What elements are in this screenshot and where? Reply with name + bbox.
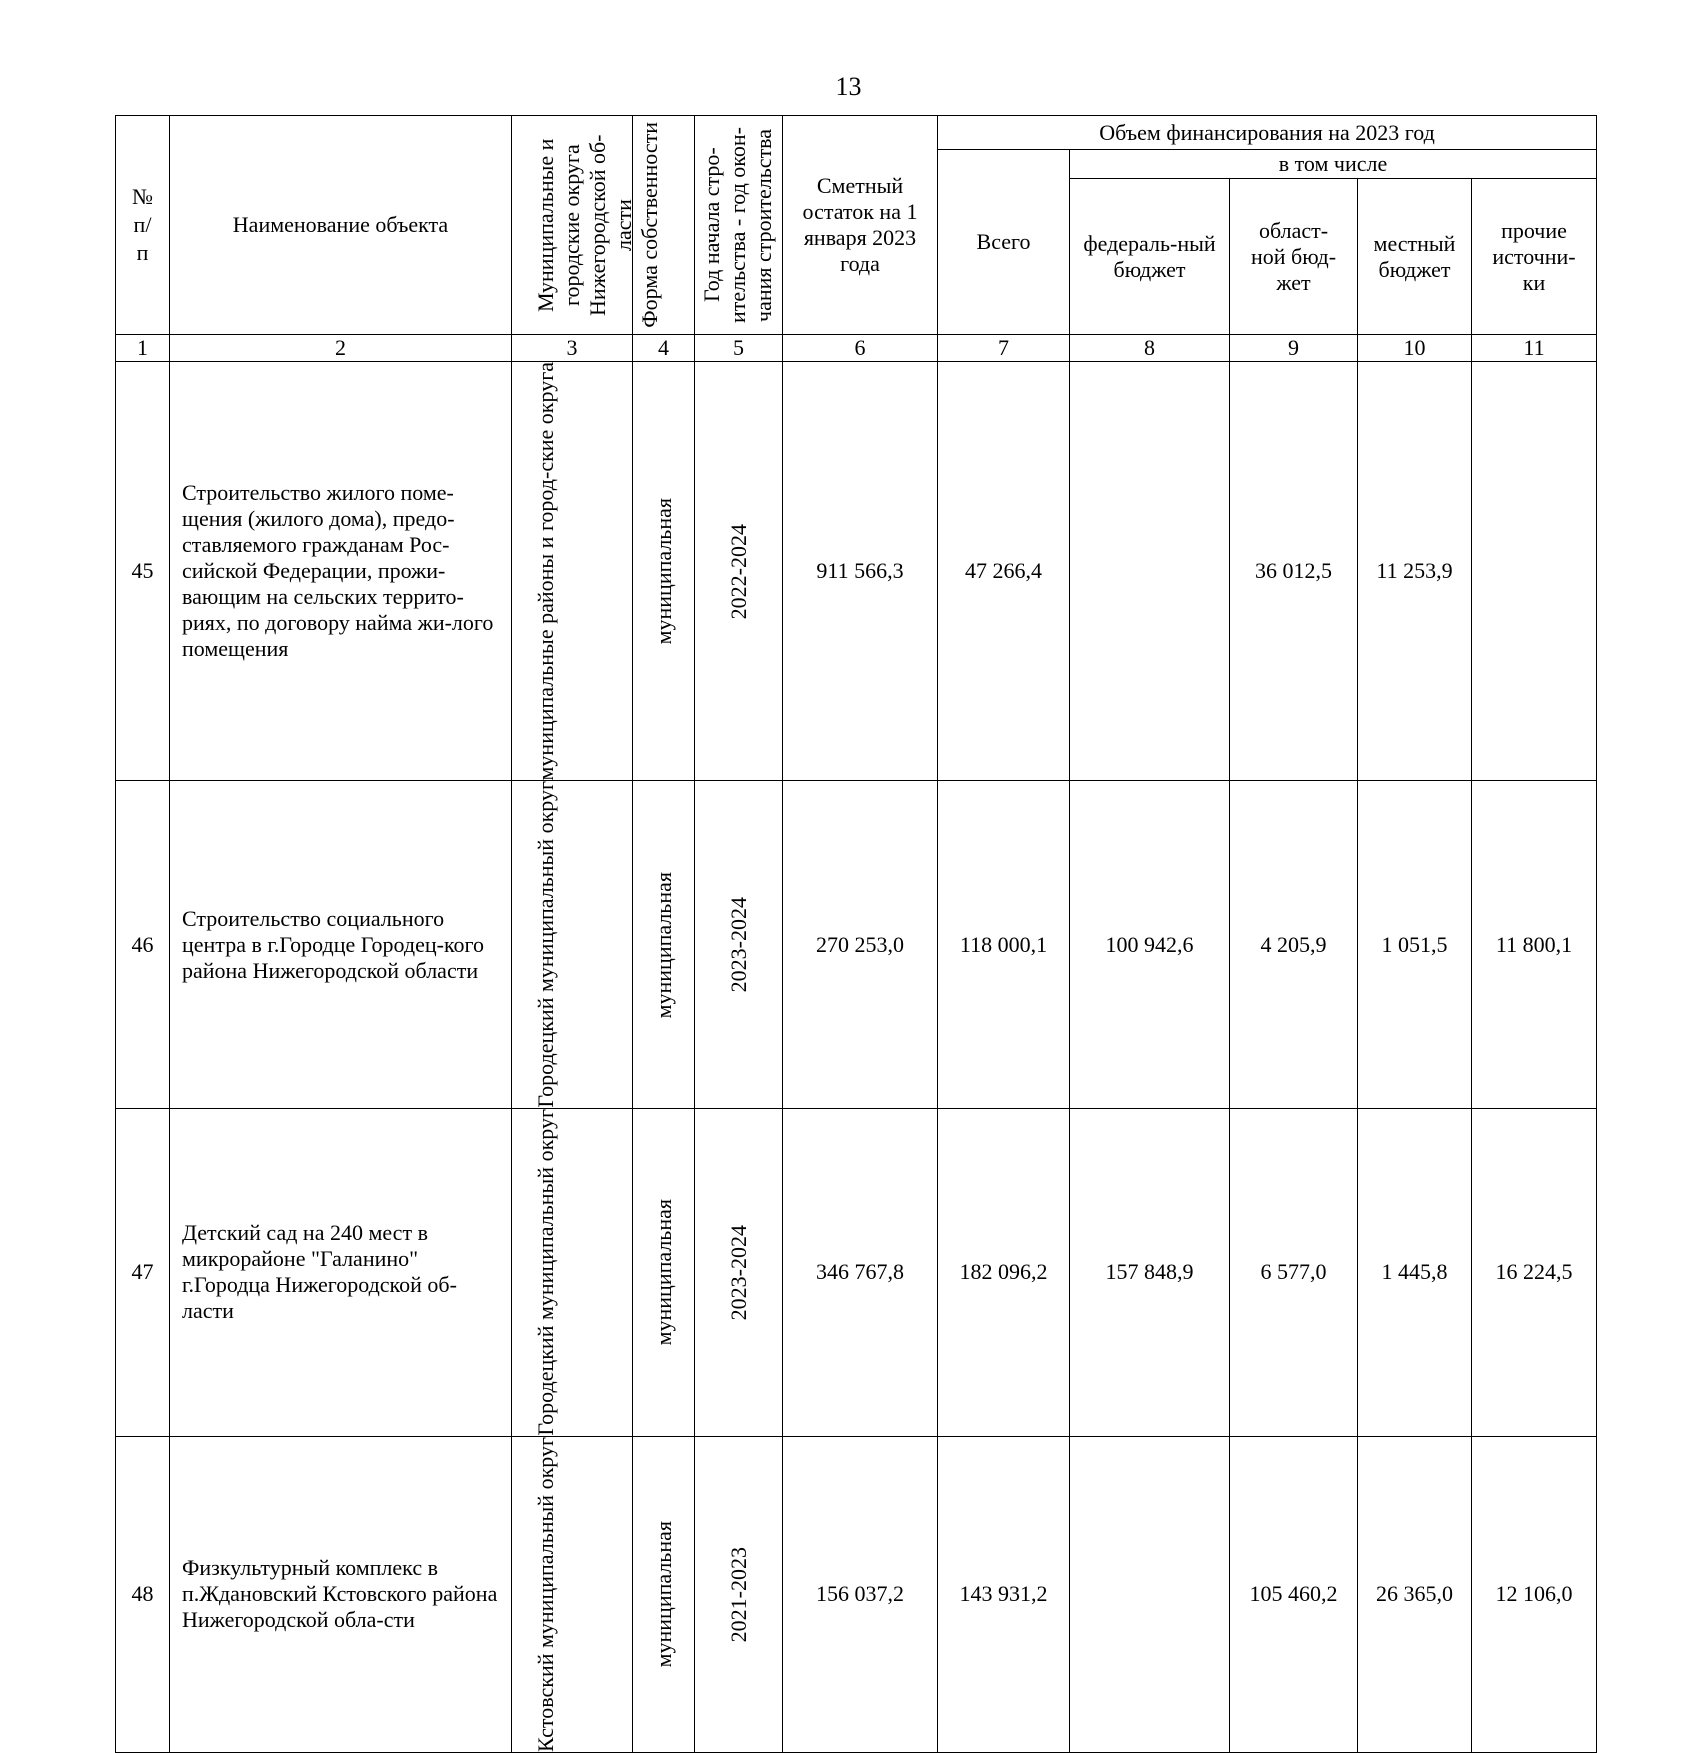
row-years-text: 2023-2024 bbox=[725, 897, 751, 993]
row-ownership-text: муниципальная bbox=[650, 1521, 676, 1668]
column-number-row bbox=[116, 335, 1597, 362]
row-district-text: Городецкий муниципальный округ bbox=[533, 781, 558, 1109]
row-other: 16 224,5 bbox=[1472, 1109, 1597, 1437]
row-num: 47 bbox=[116, 1109, 170, 1437]
column-number: 9 bbox=[1230, 335, 1358, 362]
row-name: Строительство жилого поме-щения (жилого дома), предо-ставляемого гражданам Рос-сийской Федерации, прожи-вающим на сельских террито-риях, по договору найма жи-лого помещения bbox=[170, 362, 512, 781]
row-district bbox=[512, 1436, 633, 1752]
header-financing-group: Объем финансирования на 2023 год bbox=[938, 116, 1597, 150]
row-district-text: Городецкий муниципальный округ bbox=[533, 1109, 558, 1436]
row-ownership bbox=[633, 362, 695, 781]
row-total: 143 931,2 bbox=[938, 1436, 1070, 1752]
header-local: местный бюджет bbox=[1358, 179, 1472, 335]
row-district bbox=[512, 362, 633, 781]
table-row bbox=[116, 1109, 1597, 1437]
row-regional: 6 577,0 bbox=[1230, 1109, 1358, 1437]
header-remainder: Сметный остаток на 1 января 2023 года bbox=[783, 116, 938, 335]
row-years bbox=[695, 362, 783, 781]
row-other: 11 800,1 bbox=[1472, 781, 1597, 1109]
row-other bbox=[1472, 362, 1597, 781]
header-years bbox=[695, 116, 783, 335]
header-ownership-text: Форма собственности bbox=[636, 122, 662, 328]
column-number: 6 bbox=[783, 335, 938, 362]
table-row bbox=[116, 781, 1597, 1109]
row-district bbox=[512, 1109, 633, 1437]
row-regional: 105 460,2 bbox=[1230, 1436, 1358, 1752]
row-years bbox=[695, 1436, 783, 1752]
row-regional: 36 012,5 bbox=[1230, 362, 1358, 781]
row-regional: 4 205,9 bbox=[1230, 781, 1358, 1109]
row-years bbox=[695, 1109, 783, 1437]
row-years-text: 2021-2023 bbox=[725, 1546, 751, 1642]
row-num: 45 bbox=[116, 362, 170, 781]
row-ownership bbox=[633, 781, 695, 1109]
row-local: 11 253,9 bbox=[1358, 362, 1472, 781]
row-federal: 100 942,6 bbox=[1070, 781, 1230, 1109]
row-years bbox=[695, 781, 783, 1109]
table-row bbox=[116, 362, 1597, 781]
row-remainder: 911 566,3 bbox=[783, 362, 938, 781]
row-ownership bbox=[633, 1436, 695, 1752]
row-name: Детский сад на 240 мест в микрорайоне "Галанино" г.Городца Нижегородской об-ласти bbox=[170, 1109, 512, 1437]
page-number: 13 bbox=[835, 72, 862, 101]
row-local: 26 365,0 bbox=[1358, 1436, 1472, 1752]
row-district-text: муниципальные районы и город-ские округа bbox=[533, 362, 558, 781]
table-row bbox=[116, 1436, 1597, 1752]
row-ownership-text: муниципальная bbox=[650, 498, 676, 645]
row-local: 1 445,8 bbox=[1358, 1109, 1472, 1437]
row-remainder: 346 767,8 bbox=[783, 1109, 938, 1437]
row-other: 12 106,0 bbox=[1472, 1436, 1597, 1752]
header-name: Наименование объекта bbox=[170, 116, 512, 335]
row-ownership bbox=[633, 1109, 695, 1437]
row-name: Строительство социального центра в г.Городце Городец-кого района Нижегородской области bbox=[170, 781, 512, 1109]
row-federal bbox=[1070, 1436, 1230, 1752]
header-total: Всего bbox=[938, 150, 1070, 335]
row-district bbox=[512, 781, 633, 1109]
row-total: 47 266,4 bbox=[938, 362, 1070, 781]
row-ownership-text: муниципальная bbox=[650, 1199, 676, 1346]
row-years-text: 2022-2024 bbox=[725, 523, 751, 619]
column-number: 3 bbox=[512, 335, 633, 362]
column-number: 4 bbox=[633, 335, 695, 362]
row-federal bbox=[1070, 362, 1230, 781]
header-district-text: Муниципальные и городские округа Нижегородской об-ласти bbox=[533, 134, 636, 316]
row-years-text: 2023-2024 bbox=[725, 1224, 751, 1321]
row-num: 48 bbox=[116, 1436, 170, 1752]
row-remainder: 156 037,2 bbox=[783, 1436, 938, 1752]
header-federal: федераль-ный бюджет bbox=[1070, 179, 1230, 335]
row-name: Физкультурный комплекс в п.Ждановский Кстовского района Нижегородской обла-сти bbox=[170, 1436, 512, 1752]
row-remainder: 270 253,0 bbox=[783, 781, 938, 1109]
header-including: в том числе bbox=[1070, 150, 1597, 179]
row-num: 46 bbox=[116, 781, 170, 1109]
column-number: 2 bbox=[170, 335, 512, 362]
row-federal: 157 848,9 bbox=[1070, 1109, 1230, 1437]
header-years-text: Год начала стро-ительства - год окон-чания строительства bbox=[698, 127, 776, 323]
column-number: 10 bbox=[1358, 335, 1472, 362]
header-district bbox=[512, 116, 636, 335]
header-regional: област-ной бюд-жет bbox=[1230, 179, 1358, 335]
row-ownership-text: муниципальная bbox=[650, 871, 676, 1019]
row-local: 1 051,5 bbox=[1358, 781, 1472, 1109]
column-number: 7 bbox=[938, 335, 1070, 362]
column-number: 11 bbox=[1472, 335, 1597, 362]
row-district-text: Кстовский муниципальный округ bbox=[533, 1436, 558, 1752]
column-number: 8 bbox=[1070, 335, 1230, 362]
header-other: прочие источни-ки bbox=[1472, 179, 1597, 335]
row-total: 118 000,1 bbox=[938, 781, 1070, 1109]
header-num: № п/ п bbox=[116, 116, 170, 335]
column-number: 1 bbox=[116, 335, 170, 362]
row-total: 182 096,2 bbox=[938, 1109, 1070, 1437]
column-number: 5 bbox=[695, 335, 783, 362]
financing-table bbox=[115, 115, 1597, 1753]
header-ownership bbox=[633, 116, 695, 335]
